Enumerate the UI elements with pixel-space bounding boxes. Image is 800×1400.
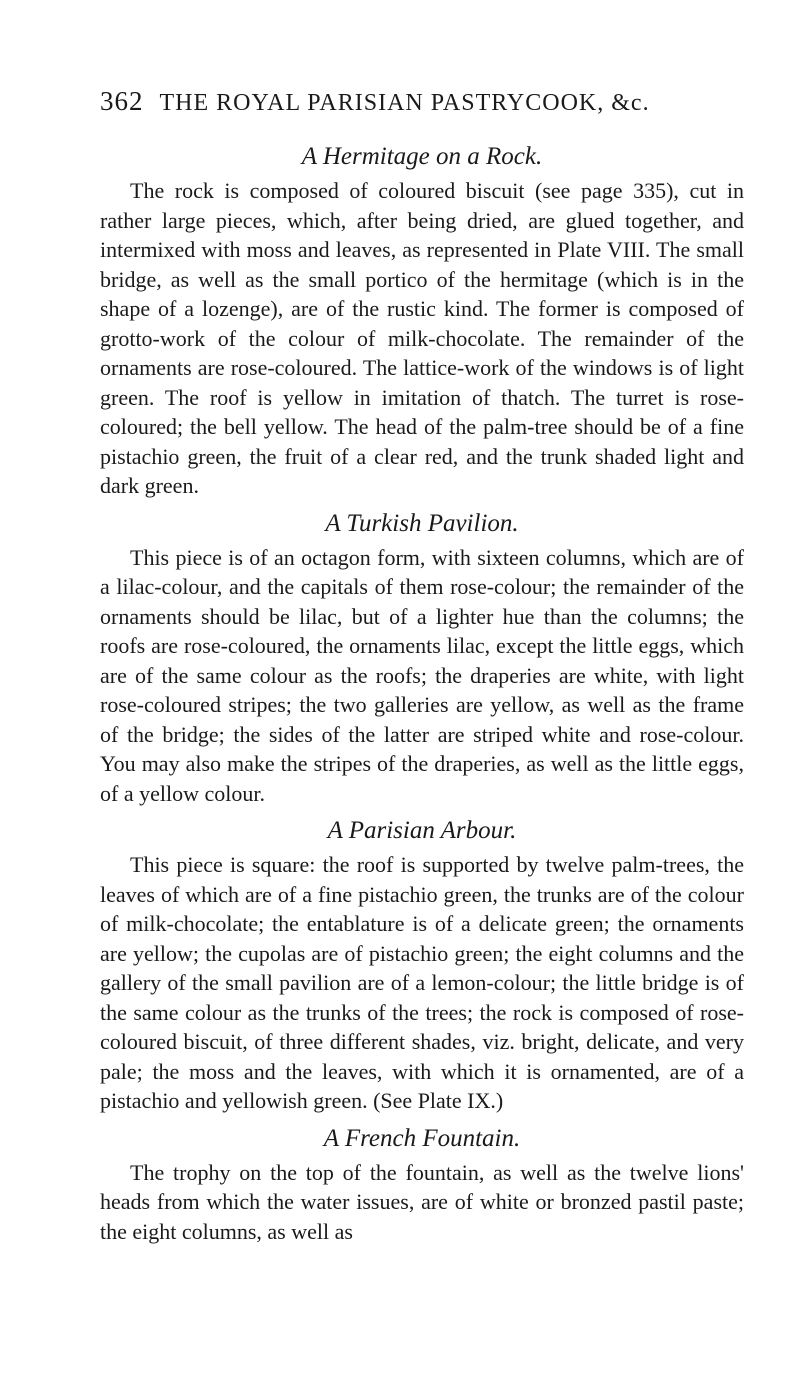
page-number: 362 bbox=[100, 86, 144, 116]
section-parisian-arbour bbox=[100, 814, 744, 1116]
section-french-fountain bbox=[100, 1122, 744, 1247]
section-paragraph: This piece is of an octagon form, with sixteen columns, which are of a lilac-colour, and the capitals of them rose-colour; the remainder of the ornaments should be lilac, but of a lighter hue than the columns; the roofs are rose-coloured, the ornaments lilac, except the little eggs, which are of the same colour as the roofs; the draperies are white, with light rose-coloured stripes; the two galleries are yellow, as well as the frame of the bridge; the sides of the latter are striped white and rose-colour. You may also make the stripes of the draperies, as well as the little eggs, of a yellow colour. bbox=[100, 544, 744, 806]
section-heading: A Hermitage on a Rock. bbox=[301, 143, 543, 170]
section-heading: A French Fountain. bbox=[323, 1124, 521, 1152]
section-paragraph: This piece is square: the roof is supported by twelve palm-trees, the leaves of which are of a fine pistachio green, the trunks are of the colour of milk-chocolate; the entablature is of a delicate green; the ornaments are yellow; the cupolas are of pistachio green; the eight columns and the gallery of the small pavilion are of a lemon-colour; the little bridge is of the same colour as the trunks of the trees; the rock is composed of rose-coloured biscuit, of three different shades, viz. bright, delicate, and very pale; the moss and the leaves, with which it is ornamented, are of a pistachio and yellowish green. (See Plate IX.) bbox=[100, 852, 744, 1113]
section-turkish-pavilion bbox=[100, 507, 744, 809]
running-head bbox=[100, 86, 744, 126]
section-heading: A Turkish Pavilion. bbox=[325, 509, 519, 537]
running-title: THE ROYAL PARISIAN PASTRYCOOK, &c. bbox=[159, 90, 650, 116]
section-paragraph: The trophy on the top of the fountain, as well as the twelve lions' heads from which the water issues, are of white or bronzed pastil paste; the eight columns, as well as bbox=[100, 1159, 744, 1244]
section-heading: A Parisian Arbour. bbox=[327, 817, 517, 844]
section-paragraph: The rock is composed of coloured biscuit (see page 335), cut in rather large pieces, which, after being dried, are glued together, and intermixed with moss and leaves, as represented in Plate VIII. The small bridge, as well as the small portico of the hermitage (which is in the shape of a lozenge), are of the rustic kind. The former is composed of grotto-work of the colour of milk-chocolate. The remainder of the ornaments are rose-coloured. The lattice-work of the windows is of light green. The roof is yellow in imitation of thatch. The turret is rose-coloured; the bell yellow. The head of the palm-tree should be of a fine pistachio green, the fruit of a clear red, and the trunk shaded light and dark green. bbox=[100, 178, 744, 498]
section-hermitage bbox=[100, 140, 744, 501]
